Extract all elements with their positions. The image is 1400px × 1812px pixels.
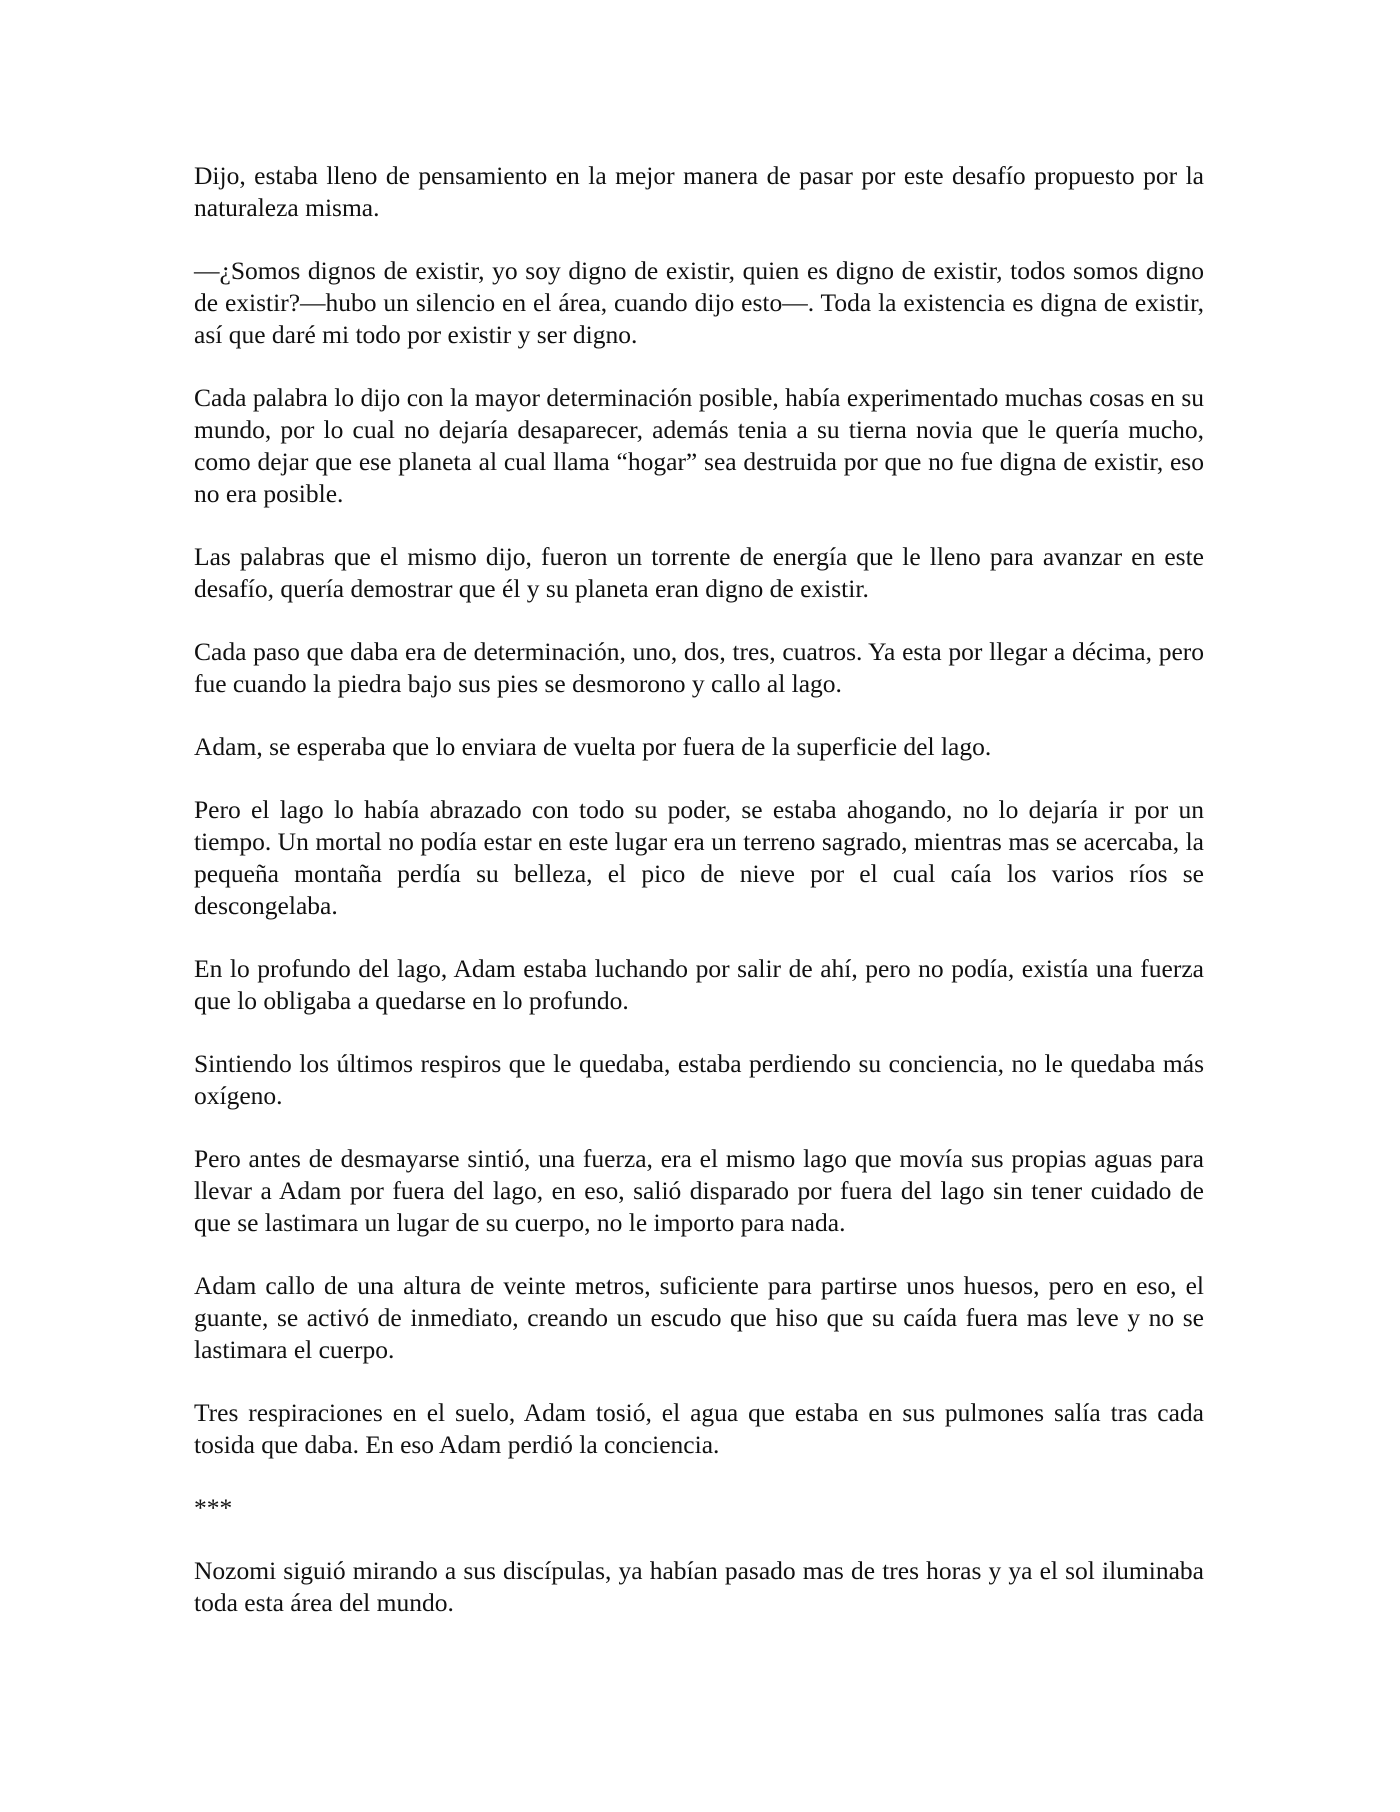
paragraph-13: Nozomi siguió mirando a sus discípulas, ya habían pasado mas de tres horas y ya el sol iluminaba toda esta área del mundo.	[194, 1556, 1204, 1617]
paragraph-7: Pero el lago lo había abrazado con todo su poder, se estaba ahogando, no lo dejaría ir por un tiempo. Un mortal no podía estar en este lugar era un terreno sagrado, mientras mas se acercaba, la pequeña montaña perdía su belleza, el pico de nieve por el cual caía los varios ríos se descongelaba.	[194, 795, 1204, 920]
paragraph-5: Cada paso que daba era de determinación, uno, dos, tres, cuatros. Ya esta por llegar a décima, pero fue cuando la piedra bajo sus pies se desmorono y callo al lago.	[194, 637, 1204, 698]
paragraph-12: Tres respiraciones en el suelo, Adam tosió, el agua que estaba en sus pulmones salía tras cada tosida que daba. En eso Adam perdió la conciencia.	[194, 1398, 1204, 1459]
paragraph-10: Pero antes de desmayarse sintió, una fuerza, era el mismo lago que movía sus propias aguas para llevar a Adam por fuera del lago, en eso, salió disparado por fuera del lago sin tener cuidado de que se lastimara un lugar de su cuerpo, no le importo para nada.	[194, 1144, 1204, 1237]
paragraph-9: Sintiendo los últimos respiros que le quedaba, estaba perdiendo su conciencia, no le quedaba más oxígeno.	[194, 1049, 1204, 1110]
paragraph-11: Adam callo de una altura de veinte metros, suficiente para partirse unos huesos, pero en eso, el guante, se activó de inmediato, creando un escudo que hiso que su caída fuera mas leve y no se lastimara el cuerpo.	[194, 1271, 1204, 1364]
paragraph-3: Cada palabra lo dijo con la mayor determinación posible, había experimentado muchas cosas en su mundo, por lo cual no dejaría desaparecer, además tenia a su tierna novia que le quería mucho, como dejar que ese planeta al cual llama “hogar” sea destruida por que no fue digna de existir, eso no era posible.	[194, 383, 1204, 508]
paragraph-8: En lo profundo del lago, Adam estaba luchando por salir de ahí, pero no podía, existía una fuerza que lo obligaba a quedarse en lo profundo.	[194, 954, 1204, 1015]
paragraph-6: Adam, se esperaba que lo enviara de vuelta por fuera de la superficie del lago.	[194, 732, 992, 761]
scene-separator: ***	[194, 1493, 233, 1522]
paragraph-1: Dijo, estaba lleno de pensamiento en la mejor manera de pasar por este desafío propuesto por la naturaleza misma.	[194, 161, 1204, 222]
document-page	[194, 160, 1204, 1650]
paragraph-2: —¿Somos dignos de existir, yo soy digno de existir, quien es digno de existir, todos somos digno de existir?—hubo un silencio en el área, cuando dijo esto—. Toda la existencia es digna de existir, así que daré mi todo por existir y ser digno.	[194, 256, 1204, 349]
paragraph-4: Las palabras que el mismo dijo, fueron un torrente de energía que le lleno para avanzar en este desafío, quería demostrar que él y su planeta eran digno de existir.	[194, 542, 1204, 603]
